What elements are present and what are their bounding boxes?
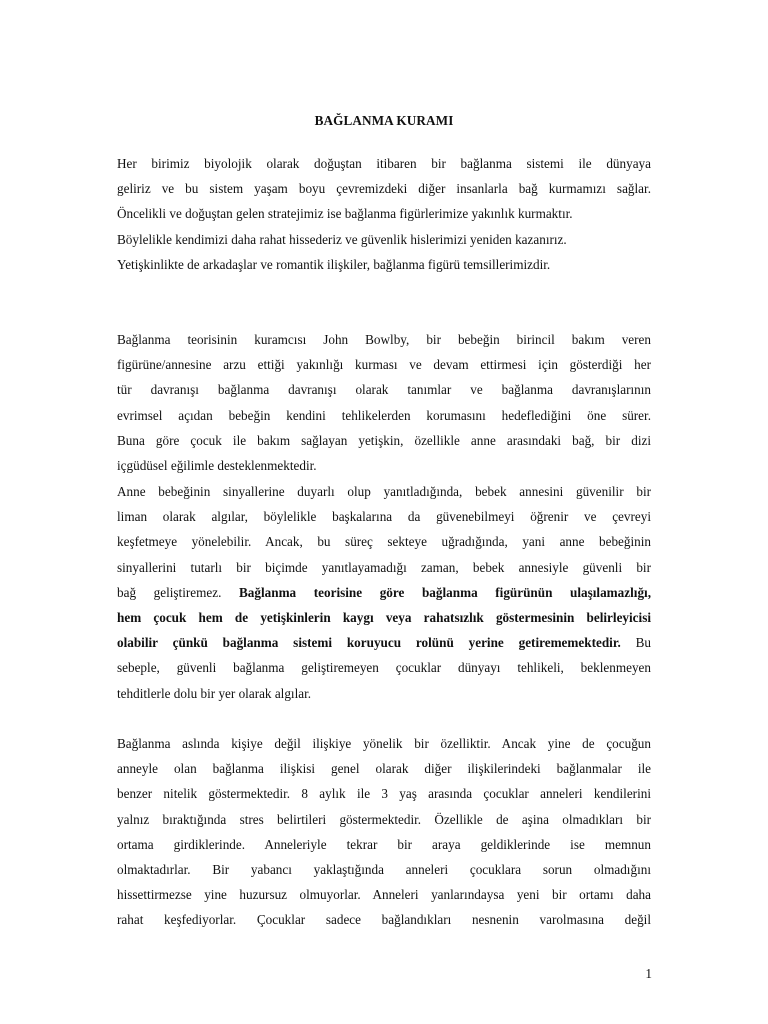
paragraph-line: sebeple, güvenli bağlanma geliştiremeyen çocuklar dünyayı tehlikeli, beklenmeyen [117, 660, 651, 676]
paragraph-attachment-quality [117, 731, 651, 933]
bold-emphasis-line: hem çocuk hem de yetişkinlerin kaygı veya rahatsızlık göstermesinin belirleyicisi [117, 609, 651, 625]
paragraph-line: Anne bebeğinin sinyallerine duyarlı olup yanıtladığında, bebek annesini güvenilir bir [117, 484, 651, 499]
paragraph-line: geliriz ve bu sistem yaşam boyu çevremizdeki diğer insanlarla bağ kurmamızı sağlar. [117, 181, 651, 197]
paragraph-line: içgüdüsel eğilimle desteklenmektedir. [117, 457, 317, 473]
paragraph-intro [117, 151, 651, 277]
paragraph-line [117, 630, 651, 655]
paragraph-line: tür davranışı bağlanma davranışı olarak tanımlar ve bağlanma davranışlarının [117, 382, 651, 398]
paragraph-line: sinyallerini tutarlı bir biçimde yanıtlayamadığı zaman, bebek annesiyle güvenli bir [117, 559, 651, 575]
paragraph-line: Her birimiz biyolojik olarak doğuştan itibaren bir bağlanma sistemi ile dünyaya [117, 156, 651, 171]
paragraph-mother-signals [117, 479, 651, 706]
paragraph-line: yalnız bıraktığında stres belirtileri göstermektedir. Özellikle de aşina olmadıkları bir [117, 811, 651, 827]
paragraph-line: figürüne/annesine arzu ettiği yakınlığı kurması ve devam ettirmesi için gösterdiği her [117, 357, 651, 373]
paragraph-line: Bağlanma teorisinin kuramcısı John Bowlby, bir bebeğin birincil bakım veren [117, 332, 651, 347]
paragraph-line: Yetişkinlikte de arkadaşlar ve romantik ilişkiler, bağlanma figürü temsillerimizdir. [117, 256, 551, 272]
paragraph-line: Bağlanma aslında kişiye değil ilişkiye yönelik bir özelliktir. Ancak yine de çocuğun [117, 736, 651, 751]
paragraph-line: anneyle olan bağlanma ilişkisi genel olarak diğer ilişkilerindeki bağlanmalar ile [117, 761, 651, 777]
paragraph-line: benzer nitelik göstermektedir. 8 aylık ile 3 yaş arasında çocuklar anneleri kendilerini [117, 786, 651, 802]
paragraph-line: ortama girdiklerinde. Anneleriyle tekrar bir araya geldiklerinde ise memnun [117, 836, 651, 852]
paragraph-line: keşfetmeye yönelebilir. Ancak, bu süreç sekteye uğradığında, yani anne bebeğinin [117, 534, 651, 550]
paragraph-line: liman olarak algılar, böylelikle başkalarına da güvenebilmeyi öğrenir ve çevreyi [117, 509, 651, 525]
line-text: bağ geliştiremez. [117, 584, 239, 600]
paragraph-line: evrimsel açıdan bebeğin kendini tehlikelerden korumasını hedeflediğini öne sürer. [117, 407, 651, 423]
paragraph-line: rahat keşfediyorlar. Çocuklar sadece bağlandıkları nesnenin varolmasına değil [117, 912, 651, 928]
line-text: Bu [620, 635, 652, 651]
paragraph-line [117, 580, 651, 605]
paragraph-line: hissettirmezse yine huzursuz olmuyorlar. Anneleri yanlarındaysa yeni bir ortamı daha [117, 887, 651, 903]
page-number: 1 [645, 966, 652, 981]
paragraph-line: Böylelikle kendimizi daha rahat hissederiz ve güvenlik hislerimizi yeniden kazanırız. [117, 231, 567, 247]
paragraph-line: tehditlerle dolu bir yer olarak algılar. [117, 685, 312, 701]
paragraph-bowlby [117, 327, 651, 478]
bold-emphasis: Bağlanma teorisine göre bağlanma figürünün ulaşılamazlığı, [239, 584, 652, 600]
document-title: BAĞLANMA KURAMI [314, 113, 454, 128]
bold-emphasis: olabilir çünkü bağlanma sistemi koruyucu rolünü yerine getirememektedir. [117, 635, 621, 651]
paragraph-line: olmaktadırlar. Bir yabancı yaklaştığında anneleri çocuklara sorun olmadığını [117, 861, 651, 877]
paragraph-line: Öncelikli ve doğuştan gelen stratejimiz ise bağlanma figürlerimize yakınlık kurmaktır. [117, 206, 573, 222]
paragraph-line: Buna göre çocuk ile bakım sağlayan yetişkin, özellikle anne arasındaki bağ, bir dizi [117, 432, 651, 448]
